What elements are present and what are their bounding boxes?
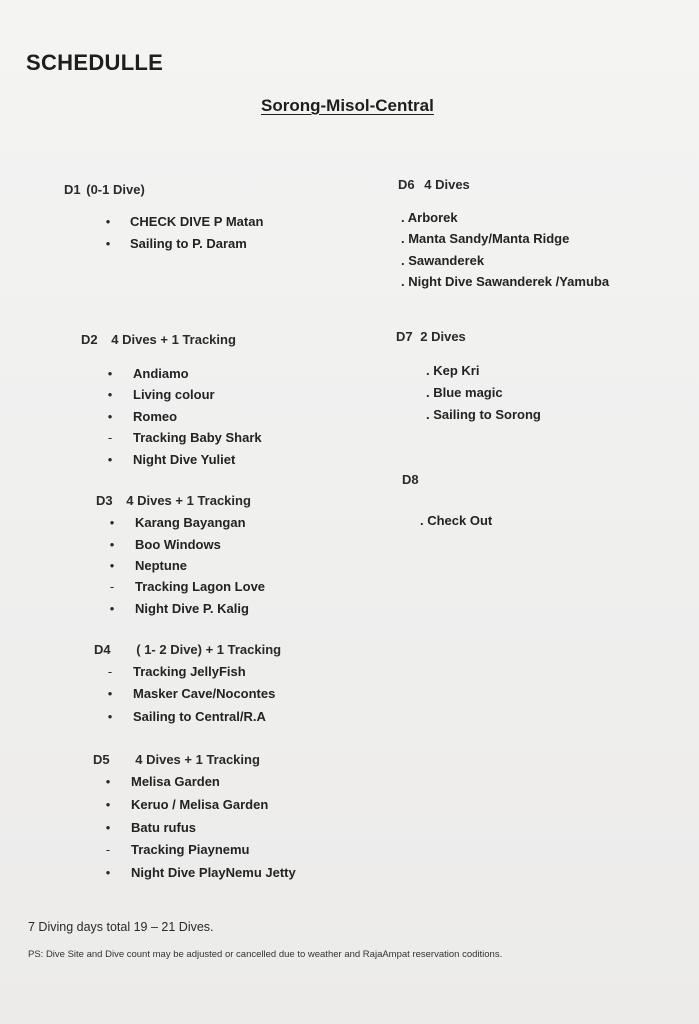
list-item: Tracking Lagon Love [135,579,266,594]
day-heading-d1 [64,182,145,197]
day-heading-d6 [398,177,470,192]
list-item: Tracking Piaynemu [131,842,250,857]
list-item: Night Dive PlayNemu Jetty [131,865,296,880]
list-item: Sailing to Central/R.A [133,709,266,724]
bullet-icon [107,558,117,573]
disclaimer-note: PS: Dive Site and Dive count may be adjusted or cancelled due to weather and RajaAmpat reservation coditions. [28,949,503,960]
day-code: D4 [94,642,111,657]
bullet-icon [107,537,117,552]
list-item: Melisa Garden [131,774,220,789]
day-heading-d3 [96,493,251,508]
day-code: D2 [81,332,98,347]
list-item: Batu rufus [131,820,196,835]
list-item: Neptune [135,558,187,573]
list-item: . Sailing to Sorong [426,407,541,422]
list-item: Living colour [133,387,215,402]
day-code: D6 [398,177,415,192]
dash-icon [103,842,113,857]
bullet-icon [103,236,113,251]
list-item: Romeo [133,409,178,424]
list-item: . Arborek [401,210,458,225]
day-heading-d5 [93,752,260,767]
bullet-icon [103,774,113,789]
bullet-icon [105,452,115,467]
day-heading-d2 [81,332,236,347]
day-code: D7 [396,329,413,344]
bullet-icon [103,820,113,835]
list-item: . Night Dive Sawanderek /Yamuba [401,274,610,289]
bullet-icon [107,601,117,616]
list-item: . Sawanderek [401,253,485,268]
bullet-icon [105,409,115,424]
list-item: . Blue magic [426,385,503,400]
bullet-icon [103,214,113,229]
day-heading-d4 [94,642,281,657]
day-code: D8 [402,472,419,487]
list-item: Karang Bayangan [135,515,246,530]
dash-icon [105,430,115,445]
bullet-icon [105,387,115,402]
dive-total-note: 7 Diving days total 19 – 21 Dives. [28,920,214,934]
list-item: Tracking Baby Shark [133,430,262,445]
day-code: D1 [64,182,81,197]
list-item: Night Dive P. Kalig [135,601,249,616]
dash-icon [107,579,117,594]
dash-icon [105,664,115,679]
day-code: D3 [96,493,113,508]
bullet-icon [105,709,115,724]
route-heading: Sorong-Misol-Central [261,96,434,115]
list-item: Keruo / Melisa Garden [131,797,269,812]
day-heading-d8 [402,472,419,487]
list-item: Night Dive Yuliet [133,452,236,467]
day-code: D5 [93,752,110,767]
bullet-icon [103,865,113,880]
list-item: Masker Cave/Nocontes [133,686,276,701]
day-summary: 2 Dives [420,329,466,344]
list-item: Andiamo [133,366,189,381]
bullet-icon [103,797,113,812]
day-summary: (0-1 Dive) [86,182,145,197]
day-summary: 4 Dives + 1 Tracking [135,752,260,767]
day-summary: 4 Dives + 1 Tracking [126,493,251,508]
list-item: . Kep Kri [426,363,480,378]
day-summary: 4 Dives + 1 Tracking [111,332,236,347]
list-item: Tracking JellyFish [133,664,246,679]
bullet-icon [105,686,115,701]
day-summary: 4 Dives [424,177,470,192]
bullet-icon [107,515,117,530]
list-item: Sailing to P. Daram [130,236,247,251]
bullet-icon [105,366,115,381]
page-title: SCHEDULLE [26,50,164,75]
list-item: . Check Out [420,513,493,528]
list-item: CHECK DIVE P Matan [130,214,264,229]
list-item: Boo Windows [135,537,221,552]
day-summary: ( 1- 2 Dive) + 1 Tracking [136,642,282,657]
list-item: . Manta Sandy/Manta Ridge [401,231,570,246]
day-heading-d7 [396,329,466,344]
